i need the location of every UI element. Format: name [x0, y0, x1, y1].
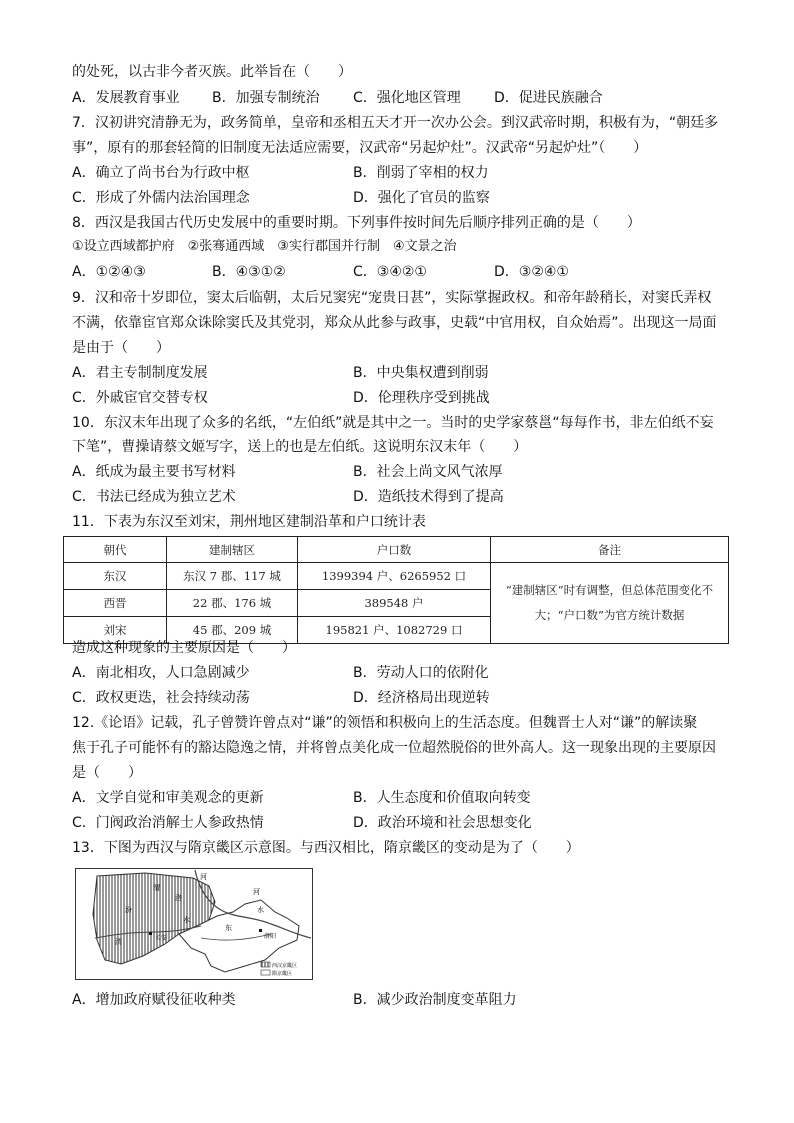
q11-option-c[interactable]: C．政权更迭，社会持续动荡	[72, 690, 250, 706]
q12-option-c[interactable]: C．门阀政治消解士人参政热情	[72, 815, 264, 831]
map-label: 河	[253, 888, 260, 896]
map-label: 长安	[155, 935, 168, 942]
q12-option-d[interactable]: D．政治环境和社会思想变化	[353, 815, 532, 831]
table-cell: 45 郡、209 城	[167, 617, 298, 644]
question-13-stem: 13．下图为西汉与隋京畿区示意图。与西汉相比，隋京畿区的变动是为了（ ）	[72, 840, 580, 856]
q8-option-a[interactable]: A．①②④③	[72, 264, 146, 280]
q9-option-b[interactable]: B．中央集权遭到削弱	[353, 365, 489, 381]
map-label: 河	[200, 873, 207, 881]
legend-sui-label: 隋京畿区	[272, 971, 293, 977]
table-cell: 195821 户、1082729 口	[298, 617, 491, 644]
table-header: 备注	[491, 537, 729, 563]
table-note: “建制辖区”时有调整，但总体范围变化不大；“户口数”为官方统计数据	[491, 563, 729, 644]
capital-region-map	[75, 868, 313, 980]
legend-xihan-label: 西汉京畿区	[272, 963, 298, 969]
legend-sui-swatch	[261, 970, 270, 975]
table-cell: 22 郡、176 城	[167, 590, 298, 617]
q7-option-a[interactable]: A．确立了尚书台为行政中枢	[72, 165, 250, 181]
map-label: 汾	[125, 906, 132, 914]
changan-marker	[149, 932, 152, 935]
q6-option-b[interactable]: B．加强专制统治	[212, 90, 320, 106]
question-12-stem-1: 12.《论语》记载，孔子曾赞许曾点对“谦”的领悟和积极向上的生活态度。但魏晋士人对“谦”的解读聚	[72, 715, 698, 731]
question-11-stem: 11．下表为东汉至刘宋，荆州地区建制沿革和户口统计表	[72, 514, 426, 530]
question-11-stem-2: 造成这种现象的主要原因是（ ）	[72, 640, 296, 656]
map-label: 洛	[175, 894, 182, 902]
q10-option-c[interactable]: C．书法已经成为独立艺术	[72, 489, 236, 505]
map-label: 水	[257, 906, 264, 914]
q11-option-b[interactable]: B．劳动人口的依附化	[353, 665, 489, 681]
question-10-stem-2: 下笔”，曹操请蔡文姬写字，送上的也是左伯纸。这说明东汉末年（ ）	[72, 439, 528, 455]
question-7-stem-2: 事”，原有的那套轻简的旧制度无法适应需要，汉武帝“另起炉灶”。汉武帝“另起炉灶”（ ）	[72, 140, 648, 156]
question-7-stem-1: 7．汉初讲究清静无为，政务简单，皇帝和丞相五天才开一次办公会。到汉武帝时期，积极有为，“朝廷多	[72, 115, 719, 131]
q8-option-c[interactable]: C．③④②①	[353, 264, 427, 280]
question-12-stem-3: 是（ ）	[72, 765, 142, 781]
map-label: 东	[225, 924, 232, 932]
table-cell: 东汉 7 郡、117 城	[167, 563, 298, 590]
q10-option-d[interactable]: D．造纸技术得到了提高	[353, 489, 504, 505]
q13-option-b[interactable]: B．减少政治制度变革阻力	[353, 992, 517, 1008]
q6-option-a[interactable]: A．发展教育事业	[72, 90, 180, 106]
legend-xihan-swatch	[261, 962, 270, 967]
map-label: 渭	[115, 938, 122, 946]
q6-option-c[interactable]: C．强化地区管理	[353, 90, 461, 106]
question-9-stem-2: 不满，依靠宦官郑众诛除窦氏及其党羽，郑众从此参与政事，史载“中官用权，自众始焉”。出现这一局面	[72, 315, 717, 331]
map-label: 水	[183, 916, 190, 924]
q12-option-b[interactable]: B．人生态度和价值取向转变	[353, 790, 531, 806]
question-9-stem-1: 9．汉和帝十岁即位，窦太后临朝，太后兄窦宪“宠贵日甚”，实际掌握政权。和帝年龄稍长，对窦氏弄权	[72, 290, 712, 306]
table-cell: 1399394 户、6265952 口	[298, 563, 491, 590]
q11-option-a[interactable]: A．南北相攻，人口急剧减少	[72, 665, 250, 681]
question-8-items: ①设立西域都护府 ②张骞通西域 ③实行郡国并行制 ④文景之治	[72, 239, 457, 254]
q8-option-d[interactable]: D．③②④①	[494, 264, 569, 280]
question-9-stem-3: 是由于（ ）	[72, 340, 170, 356]
q7-option-b[interactable]: B．削弱了宰相的权力	[353, 165, 489, 181]
q7-option-c[interactable]: C．形成了外儒内法治国理念	[72, 190, 250, 206]
table-header: 建制辖区	[167, 537, 298, 563]
luoyang-marker	[259, 929, 262, 932]
map-label: 洛阳	[264, 933, 277, 940]
q10-option-a[interactable]: A．纸成为最主要书写材料	[72, 464, 236, 480]
table-cell: 刘宋	[64, 617, 167, 644]
q9-option-c[interactable]: C．外戚宦官交替专权	[72, 390, 208, 406]
q9-option-a[interactable]: A．君主专制制度发展	[72, 365, 208, 381]
q12-option-a[interactable]: A．文学自觉和审美观念的更新	[72, 790, 264, 806]
q10-option-b[interactable]: B．社会上尚文风气浓厚	[353, 464, 503, 480]
q11-option-d[interactable]: D．经济格局出现逆转	[353, 690, 490, 706]
q6-option-d[interactable]: D．促进民族融合	[494, 90, 603, 106]
population-table	[63, 536, 729, 644]
table-cell: 东汉	[64, 563, 167, 590]
map-label: 渭	[153, 884, 160, 892]
question-6-tail: 的处死，以古非今者灭族。此举旨在（ ）	[72, 64, 352, 80]
q8-option-b[interactable]: B．④③①②	[212, 264, 286, 280]
table-row	[64, 563, 729, 590]
table-cell: 西晋	[64, 590, 167, 617]
question-10-stem-1: 10．东汉末年出现了众多的名纸，“左伯纸”就是其中之一。当时的史学家蔡邕“每每作书，非左伯纸不妄	[72, 415, 714, 431]
table-cell: 389548 户	[298, 590, 491, 617]
q7-option-d[interactable]: D．强化了官员的监察	[353, 190, 490, 206]
table-header: 朝代	[64, 537, 167, 563]
q9-option-d[interactable]: D．伦理秩序受到挑战	[353, 390, 490, 406]
q13-option-a[interactable]: A．增加政府赋役征收种类	[72, 992, 236, 1008]
question-12-stem-2: 焦于孔子可能怀有的豁达隐逸之情，并将曾点美化成一位超然脱俗的世外高人。这一现象出现的主要原因	[72, 740, 716, 756]
question-8-stem: 8．西汉是我国古代历史发展中的重要时期。下列事件按时间先后顺序排列正确的是（ ）	[72, 215, 641, 231]
table-header: 户口数	[298, 537, 491, 563]
